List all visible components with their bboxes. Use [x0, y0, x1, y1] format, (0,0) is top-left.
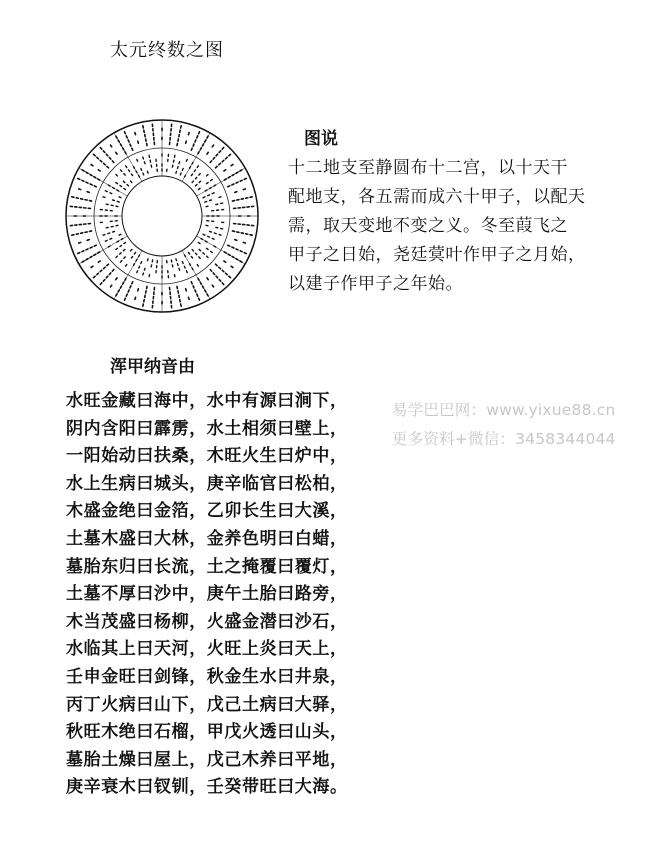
outer-glyph-mark [103, 151, 104, 153]
outer-glyph-mark [228, 245, 230, 246]
verse-line: 土墓不厚曰沙中，庚午土胎曰路旁， [66, 584, 348, 605]
outer-glyph-mark [132, 148, 133, 150]
outer-glyph-mark [191, 148, 192, 150]
inner-glyph-mark [126, 166, 127, 168]
inner-glyph-mark [116, 175, 117, 176]
inner-glyph-mark [211, 180, 213, 181]
outer-glyph-mark [116, 278, 117, 280]
inner-glyph-mark [137, 159, 138, 161]
outer-glyph-mark [207, 152, 208, 154]
inner-glyph-mark [147, 259, 148, 261]
outer-glyph-mark [93, 276, 95, 277]
inner-glyph-mark [116, 256, 117, 257]
caption-line: 需，取天变地不变之义。冬至葭飞之 [288, 216, 568, 236]
outer-glyph-mark [107, 166, 109, 167]
inner-glyph-mark [124, 174, 125, 175]
inner-glyph-mark [117, 201, 119, 202]
inner-glyph-mark [128, 170, 129, 172]
outer-glyph-mark [212, 285, 213, 287]
outer-glyph-mark [110, 285, 111, 287]
verse-line: 庚辛衰木曰钗钏，壬癸带旺曰大海。 [66, 777, 348, 798]
inner-glyph-mark [144, 162, 145, 164]
inner-glyph-mark [110, 238, 112, 239]
inner-glyph-mark [219, 197, 221, 198]
outer-glyph-mark [98, 261, 100, 262]
outer-glyph-mark [193, 144, 194, 146]
outer-glyph-mark [243, 189, 245, 190]
inner-glyph-mark [137, 271, 138, 273]
caption-heading: 图说 [304, 129, 338, 149]
outer-glyph-mark [232, 247, 234, 248]
inner-glyph-mark [116, 248, 118, 249]
inner-glyph-mark [131, 256, 132, 258]
outer-glyph-mark [124, 298, 125, 300]
outer-glyph-mark [130, 144, 131, 146]
outer-glyph-mark [240, 251, 242, 252]
inner-glyph-mark [116, 182, 118, 183]
outer-glyph-mark [86, 249, 88, 250]
outer-glyph-mark [199, 132, 200, 134]
inner-glyph-mark [182, 262, 183, 264]
inner-glyph-mark [119, 234, 121, 235]
inner-glyph-mark [198, 188, 200, 189]
outer-glyph-mark [193, 286, 194, 288]
inner-glyph-mark [197, 265, 198, 267]
inner-glyph-mark [108, 233, 110, 234]
inner-glyph-mark [179, 162, 180, 164]
inner-glyph-mark [113, 231, 115, 232]
outer-glyph-mark [222, 283, 223, 285]
inner-glyph-mark [119, 197, 121, 198]
outer-glyph-mark [228, 186, 230, 187]
outer-glyph-mark [207, 278, 208, 280]
verse-line: 木盛金绝曰金箔，乙卯长生曰大溪， [66, 501, 348, 522]
outer-glyph-mark [197, 294, 198, 296]
inner-glyph-mark [195, 253, 196, 254]
outer-glyph-mark [195, 140, 196, 142]
outer-glyph-mark [195, 290, 196, 292]
outer-glyph-mark [231, 164, 233, 165]
inner-glyph-mark [197, 166, 198, 168]
outer-glyph-mark [130, 286, 131, 288]
inner-glyph-mark [208, 195, 210, 196]
verse-line: 阴内含阳曰霹雳，水土相须曰壁上， [66, 418, 348, 439]
outer-glyph-mark [82, 180, 84, 181]
inner-glyph-mark [131, 249, 132, 250]
inner-glyph-mark [205, 201, 207, 202]
outer-glyph-mark [79, 189, 81, 190]
outer-glyph-mark [91, 164, 93, 165]
verse-line: 墓胎东归曰长流，土之掩覆曰覆灯， [66, 556, 348, 577]
outer-glyph-mark [231, 266, 233, 267]
inner-glyph-mark [191, 256, 192, 258]
inner-glyph-mark [120, 245, 122, 246]
inner-glyph-mark [184, 266, 185, 268]
inner-glyph-mark [103, 235, 105, 236]
verse-line: 秋旺木绝曰石榴，甲戊火透曰山头， [66, 722, 348, 743]
page-title: 太元终数之图 [110, 40, 224, 61]
taiyuan-circle-diagram [64, 118, 260, 314]
outer-glyph-mark [82, 251, 84, 252]
caption-line: 甲子之日始，尧廷蓂叶作甲子之月始， [288, 245, 586, 265]
inner-glyph-mark [105, 191, 107, 192]
outer-glyph-mark [135, 133, 136, 135]
inner-glyph-mark [123, 181, 124, 182]
outer-glyph-mark [188, 297, 189, 299]
inner-glyph-mark [120, 253, 121, 254]
outer-glyph-mark [222, 147, 223, 149]
outer-glyph-mark [90, 247, 92, 248]
inner-glyph-mark [134, 252, 135, 254]
outer-glyph-mark [78, 178, 80, 179]
outer-glyph-mark [199, 298, 200, 300]
caption-line: 配地支，各五需而成六十甲子，以配天 [288, 187, 586, 207]
outer-glyph-mark [243, 242, 245, 243]
outer-glyph-mark [236, 182, 238, 183]
inner-glyph-mark [208, 236, 210, 237]
inner-glyph-mark [113, 200, 115, 201]
outer-glyph-mark [216, 264, 218, 265]
outer-glyph-mark [91, 266, 93, 267]
outer-glyph-mark [224, 170, 226, 171]
inner-glyph-mark [105, 240, 107, 241]
inner-glyph-mark [124, 257, 125, 258]
outer-glyph-mark [226, 273, 228, 274]
inner-glyph-mark [211, 251, 213, 252]
outer-glyph-mark [103, 280, 104, 282]
outer-glyph-mark [244, 253, 246, 254]
outer-glyph-mark [213, 273, 214, 275]
outer-glyph-mark [224, 261, 226, 262]
inner-glyph-mark [186, 159, 187, 161]
inner-glyph-mark [123, 249, 124, 250]
outer-glyph-mark [138, 289, 139, 291]
outer-glyph-mark [128, 140, 129, 142]
inner-glyph-mark [203, 197, 205, 198]
outer-glyph-mark [87, 192, 89, 193]
outer-glyph-mark [97, 157, 99, 158]
outer-glyph-mark [110, 145, 111, 147]
outer-glyph-mark [106, 154, 107, 156]
inner-glyph-mark [131, 181, 132, 182]
outer-glyph-mark [236, 249, 238, 250]
outer-glyph-mark [93, 154, 95, 155]
inner-glyph-mark [207, 175, 208, 176]
outer-glyph-mark [138, 141, 139, 143]
outer-glyph-mark [126, 136, 127, 138]
inner-glyph-mark [126, 265, 127, 267]
inner-glyph-mark [195, 177, 196, 178]
verse-line: 水临其上曰天河，火旺上炎曰天上， [66, 639, 348, 660]
outer-glyph-mark [104, 267, 106, 268]
verse-line: 丙丁火病曰山下，戊己土病曰大驿， [66, 694, 348, 715]
inner-glyph-mark [176, 259, 177, 261]
outer-glyph-mark [98, 170, 100, 171]
outer-glyph-mark [219, 267, 221, 268]
outer-glyph-mark [112, 270, 113, 272]
inner-glyph-mark [199, 174, 200, 175]
outer-glyph-mark [100, 160, 102, 161]
outer-glyph-mark [222, 160, 224, 161]
inner-glyph-mark [143, 157, 144, 159]
outer-glyph-mark [94, 186, 96, 187]
inner-glyph-mark [212, 238, 214, 239]
verse-line: 土墓木盛曰大林，金养色明曰白蜡， [66, 528, 348, 549]
verse-line: 墓胎土燥曰屋上，戊己木养曰平地， [66, 749, 348, 770]
inner-glyph-mark [192, 181, 193, 182]
inner-glyph-mark [192, 249, 193, 250]
outer-glyph-mark [191, 282, 192, 284]
outer-glyph-mark [188, 133, 189, 135]
outer-glyph-mark [124, 132, 125, 134]
outer-glyph-mark [112, 161, 113, 163]
outer-glyph-mark [94, 245, 96, 246]
outer-glyph-mark [106, 276, 107, 278]
inner-glyph-mark [182, 168, 183, 170]
outer-glyph-mark [186, 289, 187, 291]
inner-glyph-mark [124, 242, 126, 243]
outer-glyph-mark [222, 270, 224, 271]
outer-glyph-mark [219, 151, 220, 153]
section-heading: 浑甲纳音由 [110, 357, 195, 377]
outer-glyph-mark [186, 141, 187, 143]
outer-glyph-mark [97, 273, 99, 274]
inner-glyph-mark [180, 173, 181, 175]
verse-list [66, 388, 366, 802]
inner-glyph-mark [203, 234, 205, 235]
verse-line: 水旺金藏曰海中，水中有源曰涧下， [66, 391, 348, 411]
outer-glyph-mark [235, 240, 237, 241]
outer-glyph-mark [109, 273, 110, 275]
inner-glyph-mark [124, 188, 126, 189]
outer-glyph-mark [90, 184, 92, 185]
outer-glyph-mark [100, 283, 101, 285]
inner-glyph-mark [206, 248, 208, 249]
caption-line: 十二地支至静圆布十二宫，以十天干 [288, 158, 568, 178]
inner-glyph-mark [210, 200, 212, 201]
outer-glyph-mark [216, 154, 217, 156]
outer-glyph-mark [244, 178, 246, 179]
outer-glyph-mark [132, 282, 133, 284]
outer-glyph-mark [100, 270, 102, 271]
outer-glyph-mark [229, 276, 231, 277]
outer-glyph-mark [213, 158, 214, 160]
outer-glyph-mark [79, 242, 81, 243]
inner-ring [122, 176, 202, 256]
inner-glyph-mark [207, 256, 208, 257]
inner-glyph-mark [188, 252, 189, 254]
outer-glyph-mark [86, 182, 88, 183]
verse-line: 木当茂盛曰杨柳，火盛金潜曰沙石， [66, 611, 348, 632]
outer-glyph-mark [229, 154, 231, 155]
outer-glyph-mark [78, 253, 80, 254]
inner-glyph-mark [210, 231, 212, 232]
inner-glyph-mark [179, 268, 180, 270]
inner-glyph-mark [214, 233, 216, 234]
outer-glyph-mark [210, 161, 211, 163]
verse-line: 水上生病曰城头，庚辛临官曰松柏， [66, 473, 348, 494]
inner-glyph-mark [143, 173, 144, 175]
inner-glyph-mark [219, 235, 221, 236]
outer-glyph-mark [210, 270, 211, 272]
outer-glyph-mark [116, 152, 117, 154]
verse-line: 一阳始动曰扶桑，木旺火生曰炉中， [66, 446, 348, 467]
outer-glyph-mark [128, 290, 129, 292]
inner-glyph-mark [121, 170, 122, 171]
outer-glyph-mark [216, 166, 218, 167]
outer-glyph-mark [135, 297, 136, 299]
watermark-site: 易学巴巴网：www.yixue88.cn [392, 401, 616, 419]
outer-glyph-mark [232, 184, 234, 185]
inner-glyph-mark [131, 174, 132, 176]
caption-line: 以建子作甲子之年始。 [288, 274, 463, 294]
outer-glyph-mark [107, 264, 109, 265]
inner-glyph-mark [176, 171, 177, 173]
outer-glyph-mark [235, 192, 237, 193]
inner-glyph-mark [195, 185, 196, 186]
outer-glyph-mark [240, 180, 242, 181]
inner-glyph-mark [147, 171, 148, 173]
inner-glyph-mark [120, 185, 122, 186]
outer-glyph-mark [87, 240, 89, 241]
inner-glyph-mark [121, 261, 122, 262]
inner-glyph-mark [143, 273, 144, 275]
inner-glyph-mark [127, 185, 128, 186]
inner-glyph-mark [203, 253, 204, 254]
outer-glyph-mark [109, 158, 110, 160]
outer-glyph-mark [212, 145, 213, 147]
inner-glyph-mark [141, 262, 142, 264]
verse-line: 壬申金旺曰剑锋，秋金生水曰井泉， [66, 666, 348, 687]
inner-glyph-mark [177, 264, 178, 266]
inner-glyph-mark [144, 268, 145, 270]
inner-glyph-mark [194, 170, 195, 172]
outer-glyph-mark [219, 280, 220, 282]
inner-glyph-mark [141, 168, 142, 170]
inner-glyph-mark [177, 167, 178, 169]
inner-glyph-mark [103, 197, 105, 198]
inner-glyph-mark [199, 257, 200, 258]
caption-block [288, 124, 646, 299]
inner-glyph-mark [198, 242, 200, 243]
outer-glyph-mark [126, 294, 127, 296]
inner-glyph-mark [139, 266, 140, 268]
outer-glyph-mark [100, 147, 101, 149]
outer-glyph-mark [216, 276, 217, 278]
inner-glyph-mark [206, 182, 208, 183]
outer-glyph-mark [197, 136, 198, 138]
outer-glyph-mark [104, 163, 106, 164]
inner-glyph-mark [199, 181, 200, 182]
inner-glyph-mark [110, 193, 112, 194]
outer-glyph-mark [226, 157, 228, 158]
inner-glyph-mark [199, 249, 200, 250]
outer-glyph-mark [219, 163, 221, 164]
inner-glyph-mark [191, 174, 192, 176]
inner-glyph-mark [212, 193, 214, 194]
watermark-contact: 更多资料+微信：3458344044 [392, 430, 616, 448]
inner-glyph-mark [186, 271, 187, 273]
